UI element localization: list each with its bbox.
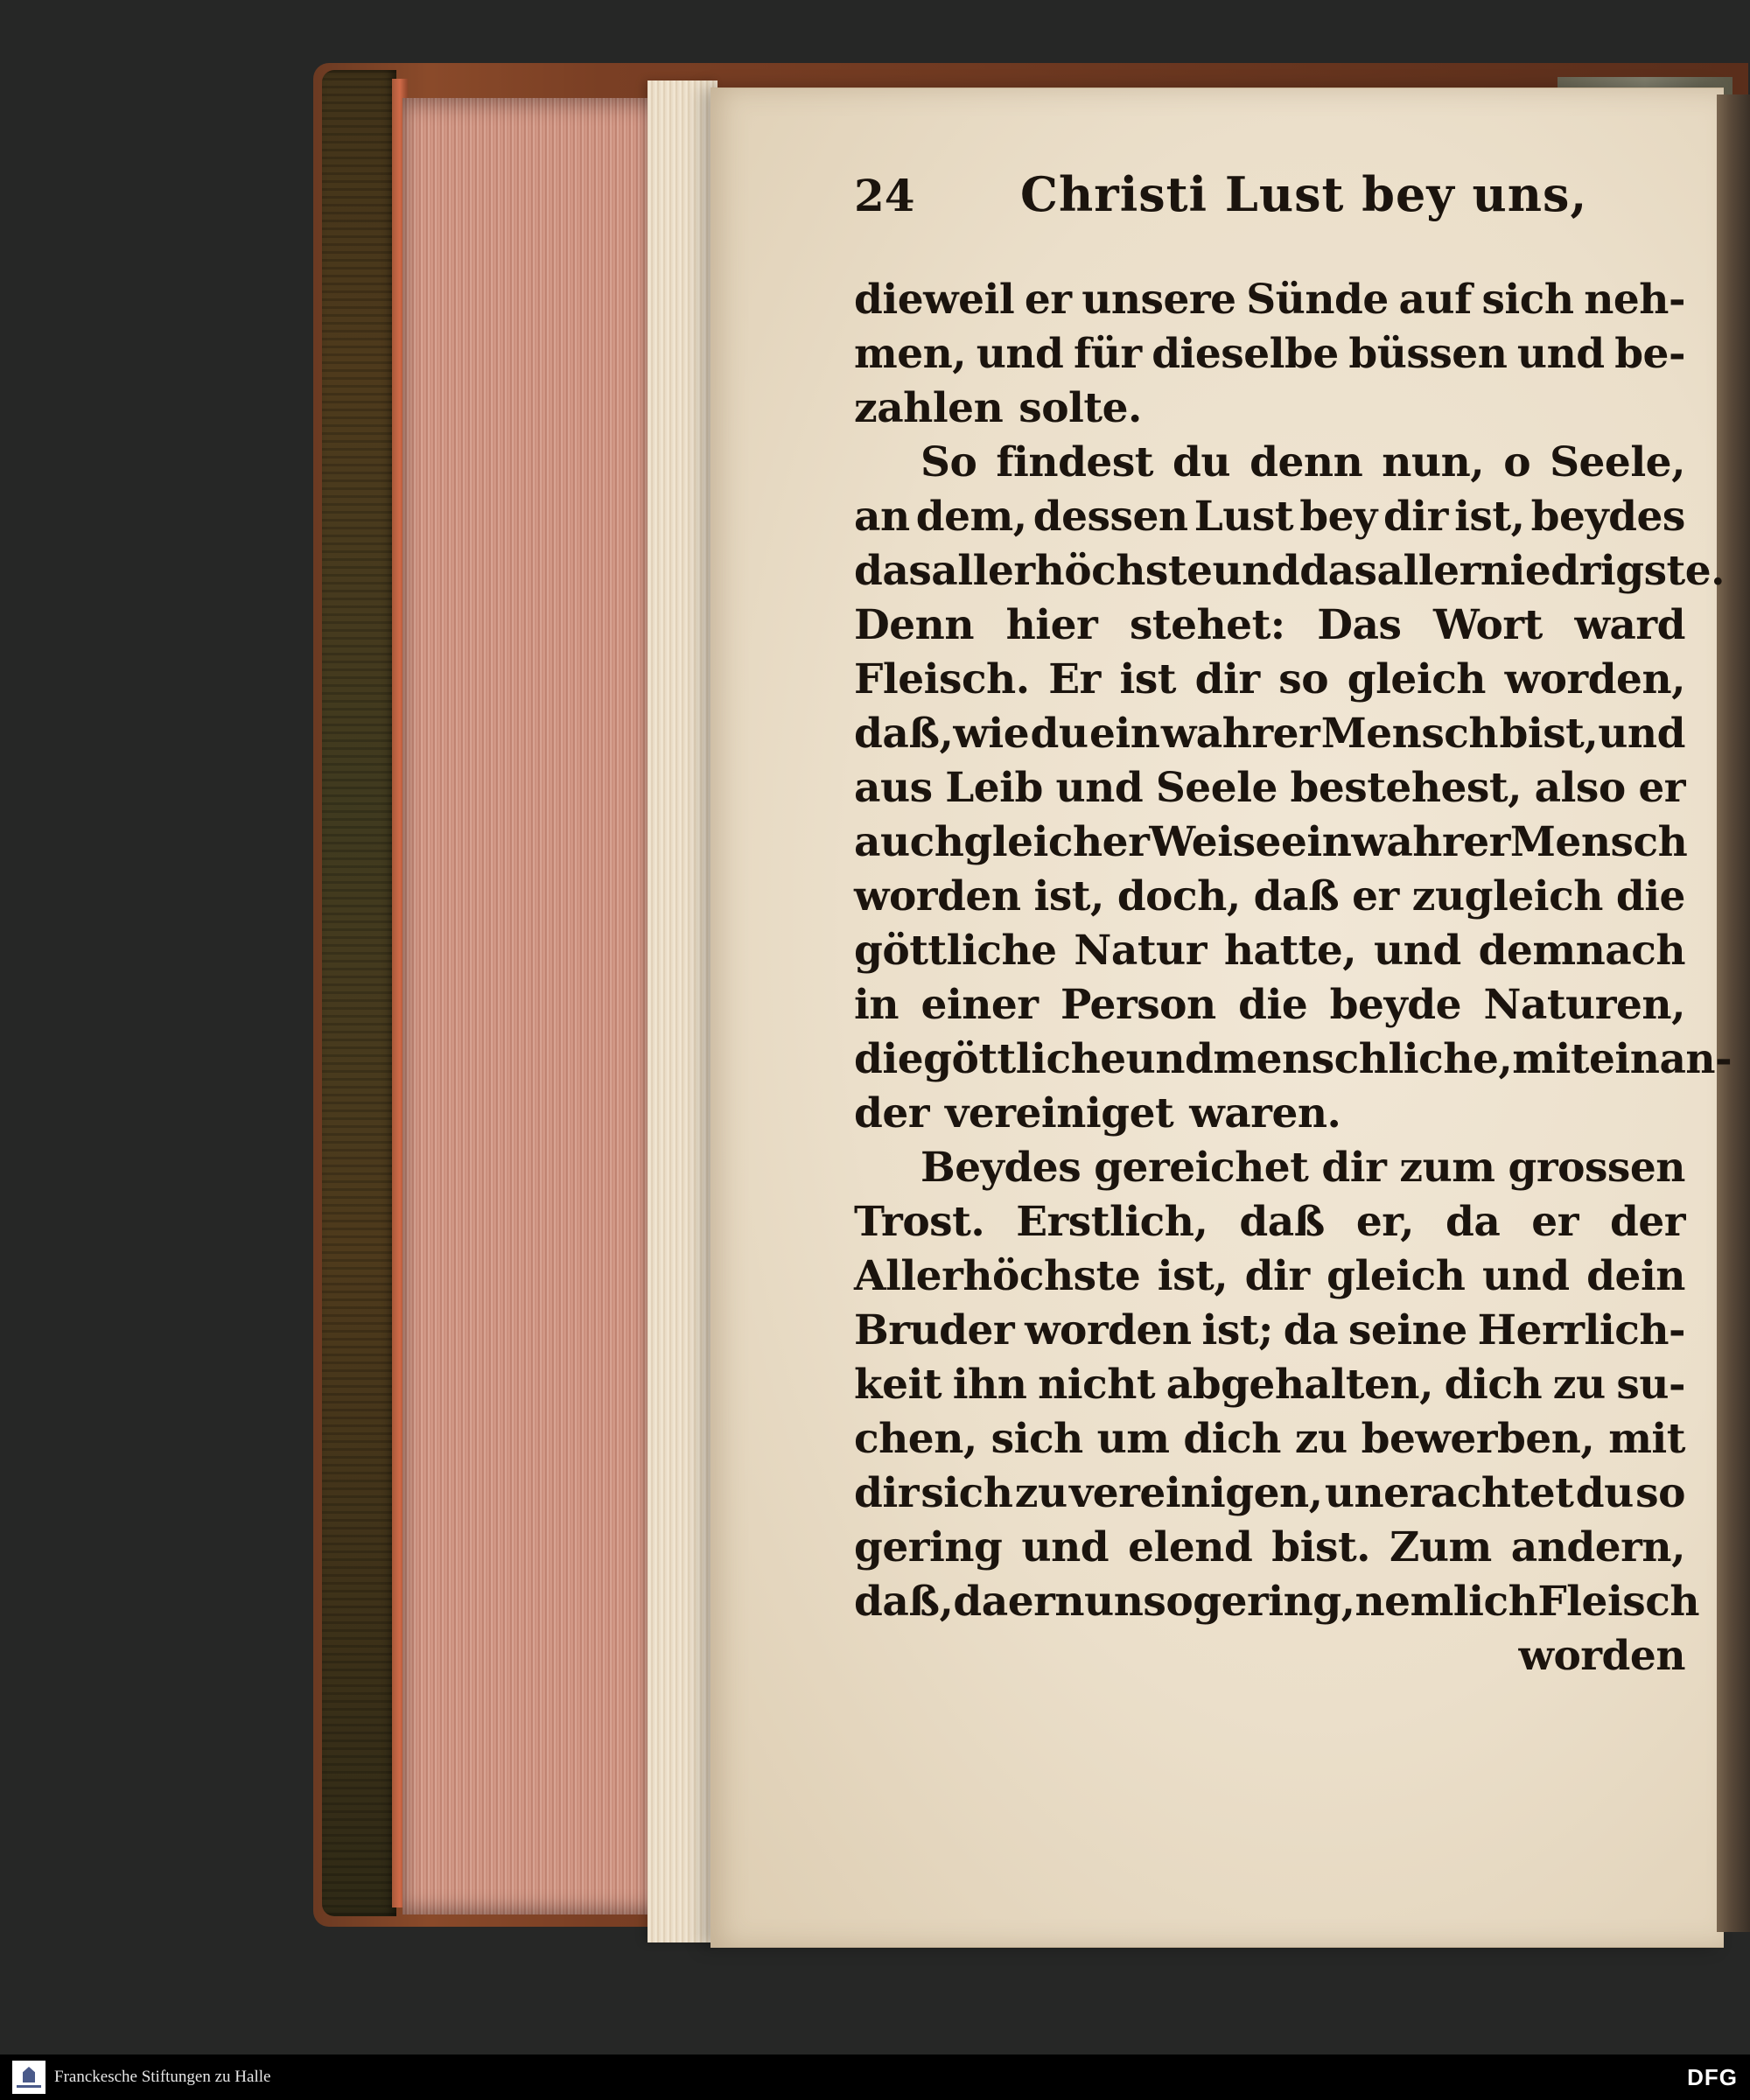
- text-word: wahrer: [1160, 710, 1320, 758]
- text-word: auch: [854, 818, 964, 866]
- text-word: Bruder: [854, 1306, 1015, 1354]
- text-line: [854, 1466, 1685, 1521]
- dfg-logo: DFG: [1687, 2063, 1738, 2090]
- text-word: und: [1055, 764, 1144, 812]
- text-word: zugleich: [1411, 872, 1603, 920]
- text-word: bist,und: [1499, 710, 1685, 758]
- text-word: daß,wie: [854, 710, 1030, 758]
- text-line: [854, 544, 1726, 598]
- text-word: be-: [1614, 330, 1685, 378]
- text-word: allerniedrigste.: [1376, 547, 1726, 595]
- text-word: gleich: [1347, 655, 1486, 704]
- text-line: [854, 1521, 1685, 1575]
- text-line: [854, 436, 1685, 490]
- text-line: [854, 1250, 1685, 1304]
- text-line: [854, 707, 1685, 761]
- text-line: [854, 1087, 1685, 1141]
- text-word: für: [1073, 330, 1142, 378]
- text-word: aus: [854, 764, 933, 812]
- text-word: dieweil: [854, 276, 1015, 324]
- text-word: sich: [1481, 276, 1574, 324]
- text-word: ihn: [952, 1361, 1027, 1409]
- text-word: So: [920, 438, 977, 486]
- text-word: unerachtet: [1324, 1469, 1574, 1517]
- text-word: so: [1143, 1578, 1194, 1626]
- text-word: Allerhöchste: [854, 1252, 1141, 1300]
- text-word: ist,: [1033, 872, 1104, 920]
- text-word: denn: [1250, 438, 1363, 486]
- text-word: ist: [1119, 655, 1176, 704]
- text-word: worden,: [1504, 655, 1685, 704]
- text-line: [854, 1412, 1685, 1466]
- text-word: Sünde: [1246, 276, 1389, 324]
- text-word: dich: [1444, 1361, 1543, 1409]
- text-word: daß: [1253, 872, 1340, 920]
- text-word: dessen: [1032, 493, 1188, 541]
- book-spine: [322, 70, 396, 1916]
- text-line: [854, 382, 1685, 436]
- text-word: du: [1575, 1469, 1634, 1517]
- text-line: [854, 870, 1685, 924]
- text-word: Herrlich-: [1477, 1306, 1685, 1354]
- text-word: worden: [1025, 1306, 1192, 1354]
- text-word: einan-: [1589, 1035, 1732, 1083]
- text-word: mit: [1512, 1035, 1590, 1083]
- text-word: zu: [1552, 1361, 1606, 1409]
- text-line: [854, 490, 1685, 544]
- text-line: [854, 1358, 1685, 1412]
- text-word: stehet:: [1129, 601, 1285, 649]
- text-word: Fleisch: [1537, 1578, 1700, 1626]
- text-word: Seele: [1155, 764, 1278, 812]
- text-word: dem,: [915, 493, 1027, 541]
- text-word: mit: [1608, 1415, 1685, 1463]
- text-word: auf: [1398, 276, 1472, 324]
- text-word: nemlich: [1354, 1578, 1538, 1626]
- text-word: su-: [1616, 1361, 1685, 1409]
- text-word: beydes: [1530, 493, 1685, 541]
- text-word: er: [1024, 276, 1072, 324]
- text-word: Trost.: [854, 1198, 985, 1246]
- text-line: [854, 761, 1685, 816]
- text-line: [854, 273, 1685, 327]
- text-line: [854, 327, 1685, 382]
- text-word: findest: [996, 438, 1154, 486]
- text-word: gleich: [1326, 1252, 1466, 1300]
- text-word: da: [1445, 1198, 1501, 1246]
- text-word: das: [1299, 547, 1377, 595]
- text-word: worden: [854, 872, 1021, 920]
- text-word: Fleisch.: [854, 655, 1030, 704]
- text-word: Er: [1048, 655, 1101, 704]
- text-word: ein: [1088, 710, 1160, 758]
- text-word: er: [1638, 764, 1685, 812]
- text-word: daß: [1239, 1198, 1325, 1246]
- page-text: [854, 166, 1732, 1684]
- text-word: vereiniget: [945, 1089, 1174, 1138]
- text-word: Erstlich,: [1016, 1198, 1208, 1246]
- text-word: Zum: [1390, 1523, 1492, 1572]
- text-word: Lust: [1194, 493, 1294, 541]
- text-word: allerhöchste: [931, 547, 1213, 595]
- text-word: büssen: [1348, 330, 1508, 378]
- text-word: Mensch: [1509, 818, 1688, 866]
- text-word: elend: [1128, 1523, 1253, 1572]
- text-word: demnach: [1478, 927, 1685, 975]
- text-word: andern,: [1510, 1523, 1685, 1572]
- text-word: menschliche,: [1213, 1035, 1513, 1083]
- text-word: göttliche: [923, 1035, 1126, 1083]
- text-word: dir: [1194, 655, 1260, 704]
- catchword: worden: [1518, 1632, 1685, 1680]
- text-word: zu: [1294, 1415, 1348, 1463]
- text-word: Leib: [945, 764, 1043, 812]
- text-word: die: [854, 1035, 924, 1083]
- text-word: zu: [1014, 1469, 1068, 1517]
- text-word: doch,: [1116, 872, 1241, 920]
- text-word: Beydes: [920, 1144, 1082, 1192]
- text-word: daß,: [854, 1578, 954, 1626]
- text-word: bist.: [1271, 1523, 1371, 1572]
- text-word: dein: [1586, 1252, 1685, 1300]
- text-word: gereichet: [1094, 1144, 1309, 1192]
- text-word: und: [1516, 330, 1605, 378]
- text-word: hier: [1005, 601, 1098, 649]
- page-stack: [648, 80, 718, 1942]
- text-word: bestehest,: [1290, 764, 1522, 812]
- running-head: [854, 166, 1685, 250]
- text-word: wahrer: [1351, 818, 1510, 866]
- text-line: [854, 1032, 1732, 1087]
- text-word: und: [1374, 927, 1461, 975]
- text-word: da: [953, 1578, 1008, 1626]
- text-word: sich: [920, 1469, 1013, 1517]
- text-word: zahlen: [854, 384, 1004, 432]
- text-word: dir: [854, 1469, 919, 1517]
- text-word: um: [1096, 1415, 1170, 1463]
- text-word: beyde: [1329, 981, 1462, 1029]
- text-word: gering: [854, 1523, 1003, 1572]
- text-word: nun,: [1382, 438, 1485, 486]
- text-word: bey: [1299, 493, 1377, 541]
- text-word: die: [1238, 981, 1308, 1029]
- text-word: neh-: [1584, 276, 1685, 324]
- text-word: men,: [854, 330, 967, 378]
- text-word: die: [1615, 872, 1685, 920]
- text-word: Person: [1060, 981, 1216, 1029]
- text-line: [854, 1141, 1685, 1195]
- text-word: dieselbe: [1152, 330, 1339, 378]
- catchword-line: [854, 1629, 1685, 1684]
- institution-name: Franckesche Stiftungen zu Halle: [54, 2068, 271, 2086]
- body-text: [854, 273, 1732, 1629]
- text-word: Mensch: [1320, 710, 1499, 758]
- text-line: [854, 978, 1685, 1032]
- text-word: Naturen,: [1483, 981, 1685, 1029]
- text-line: [854, 924, 1685, 978]
- text-word: Das: [1317, 601, 1402, 649]
- text-word: dir: [1244, 1252, 1310, 1300]
- text-line: [854, 1304, 1685, 1358]
- text-word: du: [1030, 710, 1088, 758]
- text-line: [854, 1195, 1685, 1250]
- text-word: vereinigen,: [1068, 1469, 1323, 1517]
- text-word: Weise: [1149, 818, 1281, 866]
- text-word: grossen: [1508, 1144, 1685, 1192]
- text-word: nicht: [1038, 1361, 1156, 1409]
- text-word: gleicher: [963, 818, 1150, 866]
- text-word: an: [854, 493, 910, 541]
- text-word: hatte,: [1223, 927, 1357, 975]
- text-word: keit: [854, 1361, 942, 1409]
- text-line: [854, 598, 1685, 653]
- text-word: ein: [1280, 818, 1352, 866]
- text-word: du: [1172, 438, 1231, 486]
- text-word: o: [1503, 438, 1531, 486]
- text-line: [854, 1575, 1700, 1629]
- page-number: 24: [854, 170, 915, 221]
- text-word: ward: [1574, 601, 1685, 649]
- text-word: dir: [1321, 1144, 1387, 1192]
- text-word: so: [1635, 1469, 1685, 1517]
- text-word: zum: [1399, 1144, 1495, 1192]
- text-word: Seele,: [1550, 438, 1685, 486]
- text-word: Natur: [1074, 927, 1207, 975]
- text-word: er: [1531, 1198, 1578, 1246]
- text-word: dir: [1382, 493, 1448, 541]
- text-word: Denn: [854, 601, 975, 649]
- text-word: göttliche: [854, 927, 1057, 975]
- text-word: solte.: [1018, 384, 1142, 432]
- text-word: seine: [1348, 1306, 1467, 1354]
- text-word: in: [854, 981, 900, 1029]
- text-word: unsere: [1082, 276, 1236, 324]
- text-word: und: [1481, 1252, 1570, 1300]
- text-word: einer: [920, 981, 1039, 1029]
- text-word: er: [1352, 872, 1399, 920]
- text-word: ist,: [1454, 493, 1525, 541]
- text-word: bewerben,: [1361, 1415, 1595, 1463]
- text-word: also: [1534, 764, 1626, 812]
- text-word: gering,: [1193, 1578, 1355, 1626]
- text-word: da: [1283, 1306, 1339, 1354]
- text-word: chen,: [854, 1415, 977, 1463]
- text-word: und: [1125, 1035, 1214, 1083]
- text-word: dich: [1183, 1415, 1281, 1463]
- text-word: und: [1212, 547, 1300, 595]
- text-word: Wort: [1433, 601, 1543, 649]
- text-word: er: [1007, 1578, 1055, 1626]
- text-line: [854, 653, 1685, 707]
- text-word: und: [1021, 1523, 1110, 1572]
- text-word: ist;: [1201, 1306, 1273, 1354]
- footer-bar: [0, 2054, 1750, 2100]
- text-word: ist,: [1157, 1252, 1228, 1300]
- text-word: der: [854, 1089, 930, 1138]
- text-word: sich: [990, 1415, 1083, 1463]
- institution-logo-icon: [12, 2061, 46, 2094]
- text-word: waren.: [1189, 1089, 1341, 1138]
- text-word: nun: [1054, 1578, 1144, 1626]
- text-line: [854, 816, 1688, 870]
- text-word: der: [1609, 1198, 1685, 1246]
- text-word: und: [976, 330, 1064, 378]
- text-word: er,: [1355, 1198, 1414, 1246]
- text-word: abgehalten,: [1166, 1361, 1433, 1409]
- text-word: so: [1278, 655, 1329, 704]
- text-word: das: [854, 547, 932, 595]
- page-gutter: [1717, 94, 1750, 1932]
- running-head-title: Christi Lust bey uns,: [1020, 166, 1588, 222]
